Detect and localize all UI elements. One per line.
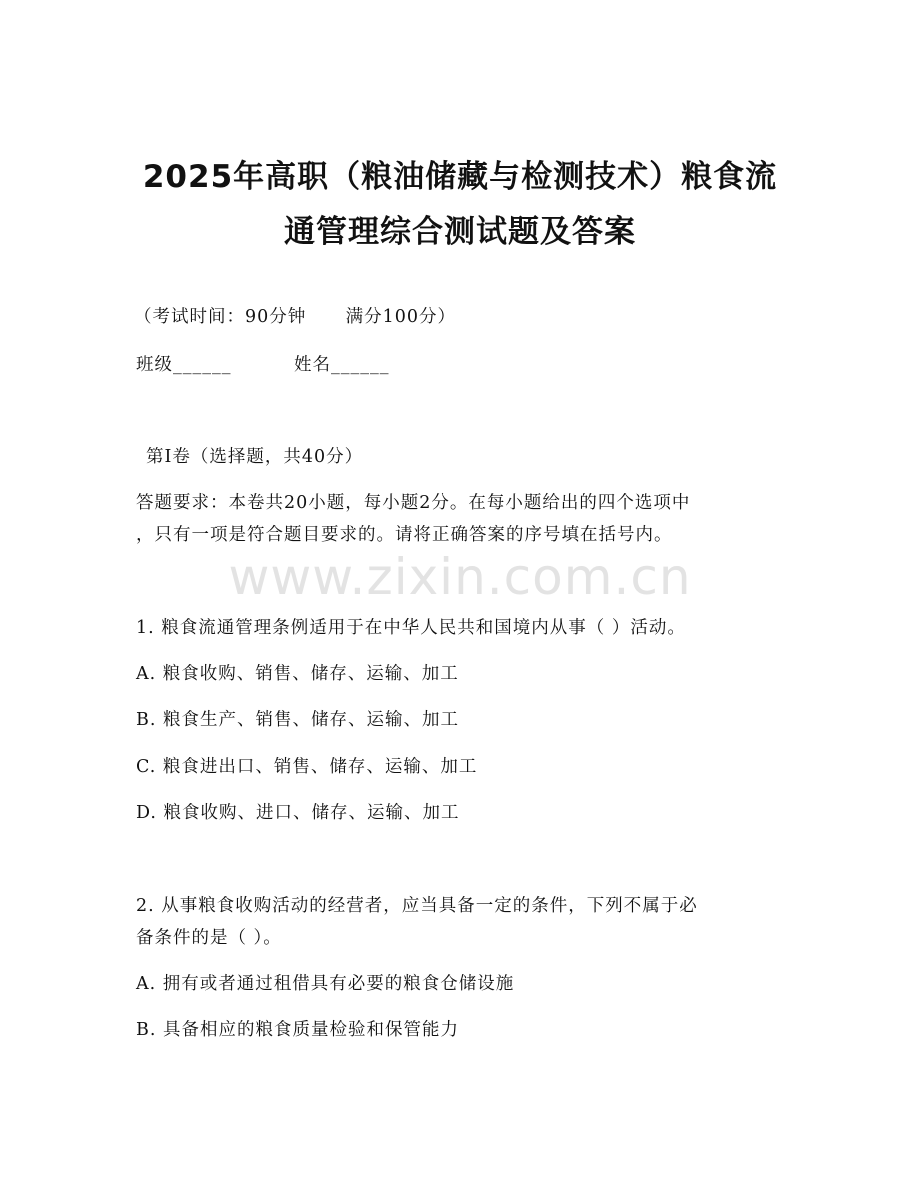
question-2-option-a: A. 拥有或者通过租借具有必要的粮食仓储设施 bbox=[136, 974, 515, 994]
instructions-line-2: ，只有一项是符合题目要求的。请将正确答案的序号填在括号内。 bbox=[136, 525, 673, 545]
section-title: 第I卷（选择题，共40分） bbox=[146, 447, 364, 467]
question-1-option-d: D. 粮食收购、进口、储存、运输、加工 bbox=[136, 803, 460, 823]
question-1-option-c: C. 粮食进出口、销售、储存、运输、加工 bbox=[136, 757, 478, 777]
question-1-option-b: B. 粮食生产、销售、储存、运输、加工 bbox=[136, 710, 459, 730]
question-1-option-a: A. 粮食收购、销售、储存、运输、加工 bbox=[136, 664, 459, 684]
instructions-line-1: 答题要求：本卷共20小题，每小题2分。在每小题给出的四个选项中 bbox=[136, 493, 691, 513]
document-title bbox=[100, 150, 820, 260]
name-field: 姓名______ bbox=[294, 355, 390, 375]
exam-info: （考试时间：90分钟 满分100分） bbox=[134, 307, 457, 327]
question-2-option-b: B. 具备相应的粮食质量检验和保管能力 bbox=[136, 1020, 459, 1040]
title-line-1: 2025年高职（粮油储藏与检测技术）粮食流 bbox=[142, 159, 778, 195]
class-field: 班级______ bbox=[136, 355, 232, 375]
watermark: www.zixin.com.cn bbox=[228, 548, 692, 606]
question-2-stem-line-1: 2. 从事粮食收购活动的经营者，应当具备一定的条件，下列不属于必 bbox=[136, 896, 698, 916]
question-2-stem-line-2: 备条件的是（ ）。 bbox=[136, 928, 282, 948]
question-1-stem: 1. 粮食流通管理条例适用于在中华人民共和国境内从事（ ）活动。 bbox=[136, 618, 686, 638]
title-line-2: 通管理综合测试题及答案 bbox=[284, 214, 636, 250]
